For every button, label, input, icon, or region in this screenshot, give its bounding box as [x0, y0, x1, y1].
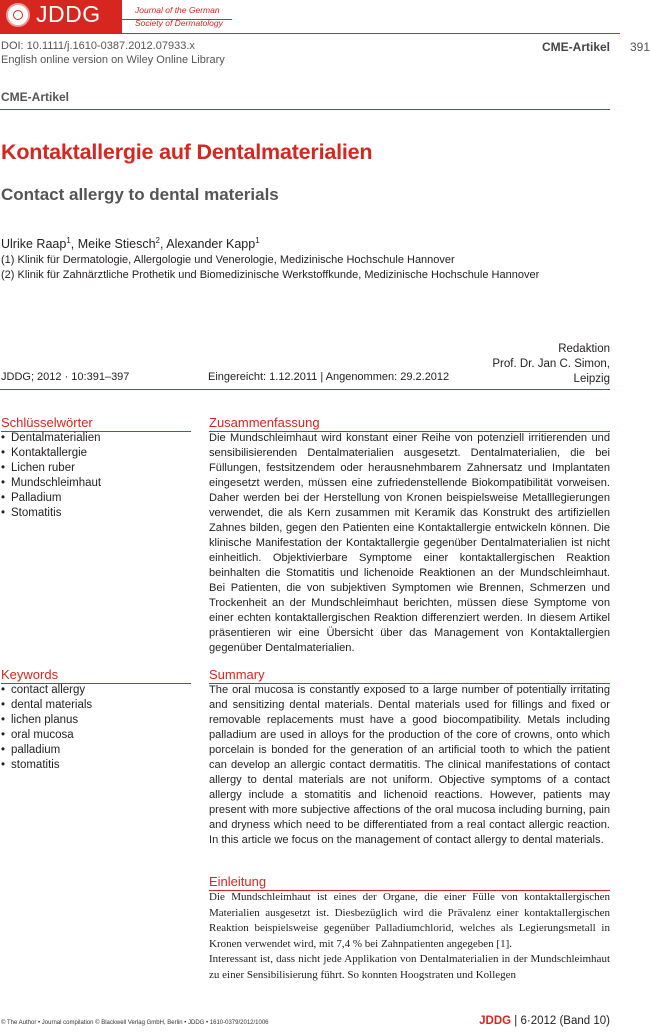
keywords-en-heading: Keywords	[1, 667, 59, 682]
divider	[0, 109, 610, 110]
doi: DOI: 10.1111/j.1610-0387.2012.07933.x	[1, 40, 195, 52]
society-seal-icon	[6, 3, 30, 27]
keywords-de-heading: Schlüsselwörter	[1, 415, 93, 430]
list-item: • dental materials	[1, 698, 92, 713]
einleitung-paragraph-1: Die Mundschleimhaut ist eines der Organe, die einer Fülle von kontaktallergischen Materialien ausgesetzt ist. Diesbezüglich wird die Prävalenz einer kontaktallergischen Reaktion beispielsweise gegenüber Palladiumchlorid, welches als Legierungsmetall in Kronen verwendet wird, mit 7,4 % bei Zahnpatienten angegeben [1].	[209, 891, 610, 950]
author-affiliation-ref: 2	[155, 236, 160, 245]
logo-subtitle-line-2: Society of Dermatology	[135, 18, 223, 28]
submission-dates: Eingereicht: 1.12.2011 | Angenommen: 29.2.2012	[208, 371, 450, 383]
author-name: Ulrike Raap	[1, 237, 67, 252]
list-item: • Kontaktallergie	[1, 446, 101, 461]
affiliation: (2) Klinik für Zahnärztliche Prothetik und Biomedizinische Werkstoffkunde, Medizinische Hochschule Hannover	[1, 269, 540, 281]
author-name: Meike Stiesch	[77, 237, 156, 252]
editor-location: Leipzig	[573, 373, 610, 385]
list-item: • oral mucosa	[1, 728, 92, 743]
einleitung-paragraph-2: Interessant ist, dass nicht jede Applikation von Dentalmaterialien in der Mundschleimhaut zu einer Sensibilisierung führt. So konnten Hoogstraten und Kollegen	[209, 953, 610, 981]
copyright-footer: © The Author • Journal compilation © Blackwell Verlag GmbH, Berlin • JDDG • 1610-0379/2012/1006	[1, 1020, 269, 1026]
logo-subtitle-line-1: Journal of the German	[135, 5, 220, 15]
running-section-title: CME-Artikel	[541, 40, 610, 54]
author-list: Ulrike Raap$^1$, Meike Stiesch$^2$, Alexander Kapp$^1$	[1, 236, 260, 252]
zusammenfassung-text: Die Mundschleimhaut wird konstant einer Reihe von potenziell irritierenden und sensibilisierenden Dentalmaterialien ausgesetzt. Dentalmaterialien, die bei Füllungen, festsitzendem oder herausnehmbarem Zahnersatz und Implantaten eingesetzt werden, müssen eine zufriedenstellende Biokompatibilität vorweisen. Daher werden bei der Herstellung von Kronen beispielsweise Metalllegierungen verwendet, die als Kern zusammen mit Keramik das Konstrukt des artifiziellen Zahnes bilden, gegen den Patienten eine Kontaktallergie entwickeln können. Die klinische Manifestation der Kontaktallergie gegenüber Dentalmaterialien ist nicht einheitlich. Objektivierbare Symptome einer kontaktallergischen Reaktion beinhalten die Stomatitis und lichenoide Reaktionen an der Mundschleimhaut. Bei Patienten, die von subjektiven Symptomen wie Brennen, Schmerzen und Trockenheit an der Mundschleimhaut berichten, müssen diese Symptome von einer echten kontaktallergischen Reaktion differenziert werden. In diesem Artikel präsentieren wir eine Übersicht über das Management von Kontaktallergien gegenüber Dentalmaterialien.	[209, 432, 610, 654]
author-affiliation-ref: 1	[255, 236, 260, 245]
keywords-en-list	[1, 683, 92, 773]
author-name: Alexander Kapp	[166, 237, 256, 252]
header-rule	[122, 33, 620, 34]
editor-name: Prof. Dr. Jan C. Simon,	[492, 358, 610, 370]
list-item: • palladium	[1, 743, 92, 758]
summary-heading: Summary	[209, 667, 265, 682]
einleitung-heading: Einleitung	[209, 874, 267, 889]
journal-citation: JDDG; 2012 · 10:391–397	[1, 371, 130, 383]
footer-journal: JDDG	[479, 1015, 512, 1027]
list-item: • lichen planus	[1, 713, 92, 728]
page-number: 391	[629, 40, 650, 54]
list-item: • Stomatitis	[1, 506, 101, 521]
logo-text: JDDG	[36, 1, 101, 27]
editor-block	[492, 342, 610, 387]
article-subtitle: Contact allergy to dental materials	[1, 185, 279, 204]
logo-subtitle	[135, 4, 223, 30]
footer-issue: | 6·2012 (Band 10)	[514, 1015, 610, 1027]
author-affiliation-ref: 1	[66, 236, 71, 245]
list-item: • Dentalmaterialien	[1, 431, 101, 446]
summary-text: The oral mucosa is constantly exposed to a large number of potentially irritating and sensitizing dental materials. Dental materials used for fillings and fixed or removable replacements must have a good biocompatibility. Metals including palladium are used in alloys for the production of the core of crowns, onto which porcelain is bonded for the generation of an artificial tooth to which the patient can develop an allergic contact dermatitis. The clinical manifestations of contact allergy to dental materials are not uniform. Objective symptoms of a contact allergy include a stomatitis and lichenoid reactions. However, patients may present with more subjective affections of the oral mucosa including burning, pain and dryness which need to be differentiated from a real contact allergic reaction. In this article we focus on the management of contact allergy to dental materials.	[209, 684, 610, 846]
section-label: CME-Artikel	[1, 90, 70, 104]
keywords-de-list	[1, 431, 101, 521]
list-item: • Mundschleimhaut	[1, 476, 101, 491]
online-version-note: English online version on Wiley Online Library	[1, 54, 225, 66]
issue-footer	[479, 1015, 610, 1027]
article-title: Kontaktallergie auf Dentalmaterialien	[1, 140, 373, 164]
affiliation: (1) Klinik für Dermatologie, Allergologie und Venerologie, Medizinische Hochschule Hannover	[1, 254, 455, 266]
divider	[0, 389, 610, 390]
list-item: • stomatitis	[1, 758, 92, 773]
list-item: • Lichen ruber	[1, 461, 101, 476]
editor-label: Redaktion	[558, 343, 610, 355]
list-item: • contact allergy	[1, 683, 92, 698]
list-item: • Palladium	[1, 491, 101, 506]
zusammenfassung-heading: Zusammenfassung	[209, 415, 320, 430]
